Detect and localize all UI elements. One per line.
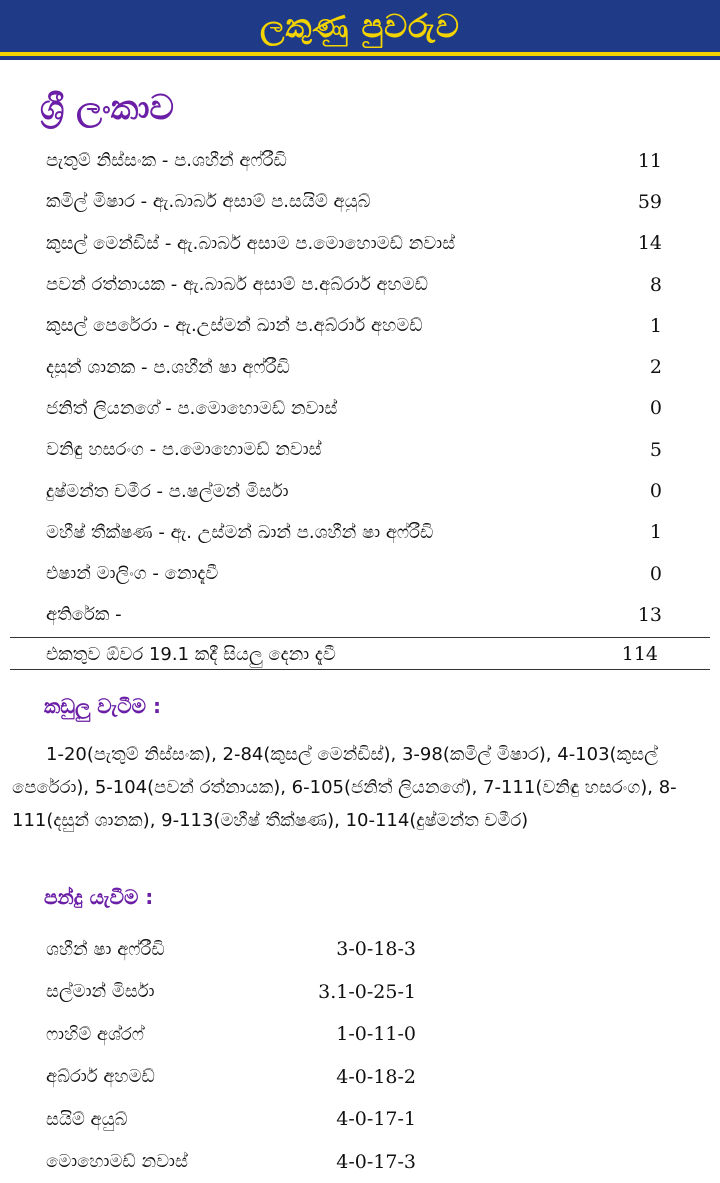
total-runs: 114 <box>578 643 658 665</box>
batter-runs: 5 <box>602 439 662 461</box>
batting-table <box>46 140 662 636</box>
batter-runs: 11 <box>602 150 662 172</box>
bowler-figures: 3-0-18-3 <box>306 938 416 960</box>
batter-runs: 2 <box>602 356 662 378</box>
batting-row <box>46 429 662 470</box>
batter-dismissal: මහීෂ් තීක්ෂණ - ඇ. උස්මන් ඛාන් ප.ශහීන් ෂා අෆ්රීඩි <box>46 522 602 543</box>
header-bar <box>0 0 720 56</box>
bowler-name: සල්මාන් මිර්සා <box>46 981 306 1002</box>
total-row <box>46 639 658 669</box>
batting-row <box>46 512 662 553</box>
batter-dismissal: පැතුම් නිස්සංක - ප.ශහීන් අෆ්රීඩි <box>46 150 602 171</box>
bowling-heading: පන්දු යැවීම : <box>44 885 153 909</box>
bowling-row <box>46 1098 466 1141</box>
batter-runs: 0 <box>602 563 662 585</box>
bowler-figures: 4-0-17-3 <box>306 1151 416 1173</box>
header-banner <box>0 0 720 60</box>
batting-row <box>46 553 662 594</box>
bowler-name: ෆාහිම් අශ්රෆ් <box>46 1024 306 1045</box>
bowler-name: ශහීන් ෂා අෆ්රීඩි <box>46 939 306 960</box>
team-name: ශ්‍රී ලංකාව <box>40 88 174 128</box>
batter-runs: 59 <box>602 191 662 213</box>
batting-row <box>46 346 662 387</box>
page-title: ලකුණු පුවරුව <box>260 7 460 46</box>
batter-dismissal: එෂාන් මාලිංග - නොදැවී <box>46 563 602 584</box>
batter-dismissal: ජනිත් ලියනගේ - ප.මොහොමඩ් නවාස් <box>46 398 602 419</box>
bowler-figures: 1-0-11-0 <box>306 1023 416 1045</box>
bowler-figures: 3.1-0-25-1 <box>306 981 416 1003</box>
bowling-row <box>46 1141 466 1183</box>
bowling-row <box>46 971 466 1014</box>
total-top-divider <box>10 637 710 638</box>
batting-row <box>46 223 662 264</box>
batter-dismissal: දසුන් ශානක - ප.ශහීන් ෂා අෆ්රීඩි <box>46 357 602 378</box>
bowling-row <box>46 1013 466 1056</box>
bowling-table <box>46 928 466 1183</box>
fow-heading: කඩුලු වැටීම : <box>44 694 161 718</box>
batter-runs: 8 <box>602 274 662 296</box>
batting-row <box>46 470 662 511</box>
batter-dismissal: වනිඳු හසරංග - ප.මොහොමඩ් නවාස් <box>46 439 602 460</box>
batter-dismissal: දුෂ්මන්ත චමීර - ප.ෂල්මන් මිර්සා <box>46 481 602 502</box>
bowler-name: මොහොමඩ් නවාස් <box>46 1151 306 1172</box>
bowler-name: සයිම් අයුබ් <box>46 1109 306 1130</box>
batting-row <box>46 181 662 222</box>
bowler-figures: 4-0-18-2 <box>306 1066 416 1088</box>
extras-row <box>46 594 662 635</box>
batter-dismissal: කුසල් පෙරේරා - ඇ.උස්මන් ඛාන් ප.අබ්රාර් අහමඩ් <box>46 315 602 336</box>
bowler-figures: 4-0-17-1 <box>306 1108 416 1130</box>
bowling-row <box>46 928 466 971</box>
extras-runs: 13 <box>602 604 662 626</box>
batting-row <box>46 140 662 181</box>
batter-runs: 1 <box>602 315 662 337</box>
batter-runs: 0 <box>602 397 662 419</box>
batting-row <box>46 305 662 346</box>
batter-runs: 0 <box>602 480 662 502</box>
total-label: එකතුව ඕවර 19.1 කදී සියලු දෙනා දැවී <box>46 644 578 665</box>
batting-row <box>46 388 662 429</box>
batter-dismissal: කුසල් මෙන්ඩිස් - ඇ.බාබර් අසාම ප.මොහොමඩ් නවාස් <box>46 233 602 254</box>
bowler-name: අබ්රාර් අහමඩ් <box>46 1066 306 1087</box>
fow-text: 1-20(පැතුම් නිස්සංක), 2-84(කුසල් මෙන්ඩිස්), 3-98(කමිල් මිෂාර), 4-103(කුසල් පෙරේරා), 5-104(පවන් රත්නායක), 6-105(ජනිත් ලියනගේ), 7-111(වනිඳු හසරංග), 8-111(දසුන් ශානක), 9-113(මහීෂ් තීක්ෂණ), 10-114(දුෂ්මන්ත චමීර) <box>12 738 708 837</box>
total-bottom-divider <box>10 669 710 670</box>
batter-runs: 14 <box>602 232 662 254</box>
batting-row <box>46 264 662 305</box>
extras-label: අතිරේක - <box>46 604 602 625</box>
batter-dismissal: පවන් රත්නායක - ඇ.බාබර් අසාම් ප.අබ්රාර් අහමඩ් <box>46 274 602 295</box>
batter-dismissal: කමිල් මිෂාර - ඇ.බාබර් අසාම් ප.සයිම් අයුබ් <box>46 191 602 212</box>
bowling-row <box>46 1056 466 1099</box>
batter-runs: 1 <box>602 521 662 543</box>
